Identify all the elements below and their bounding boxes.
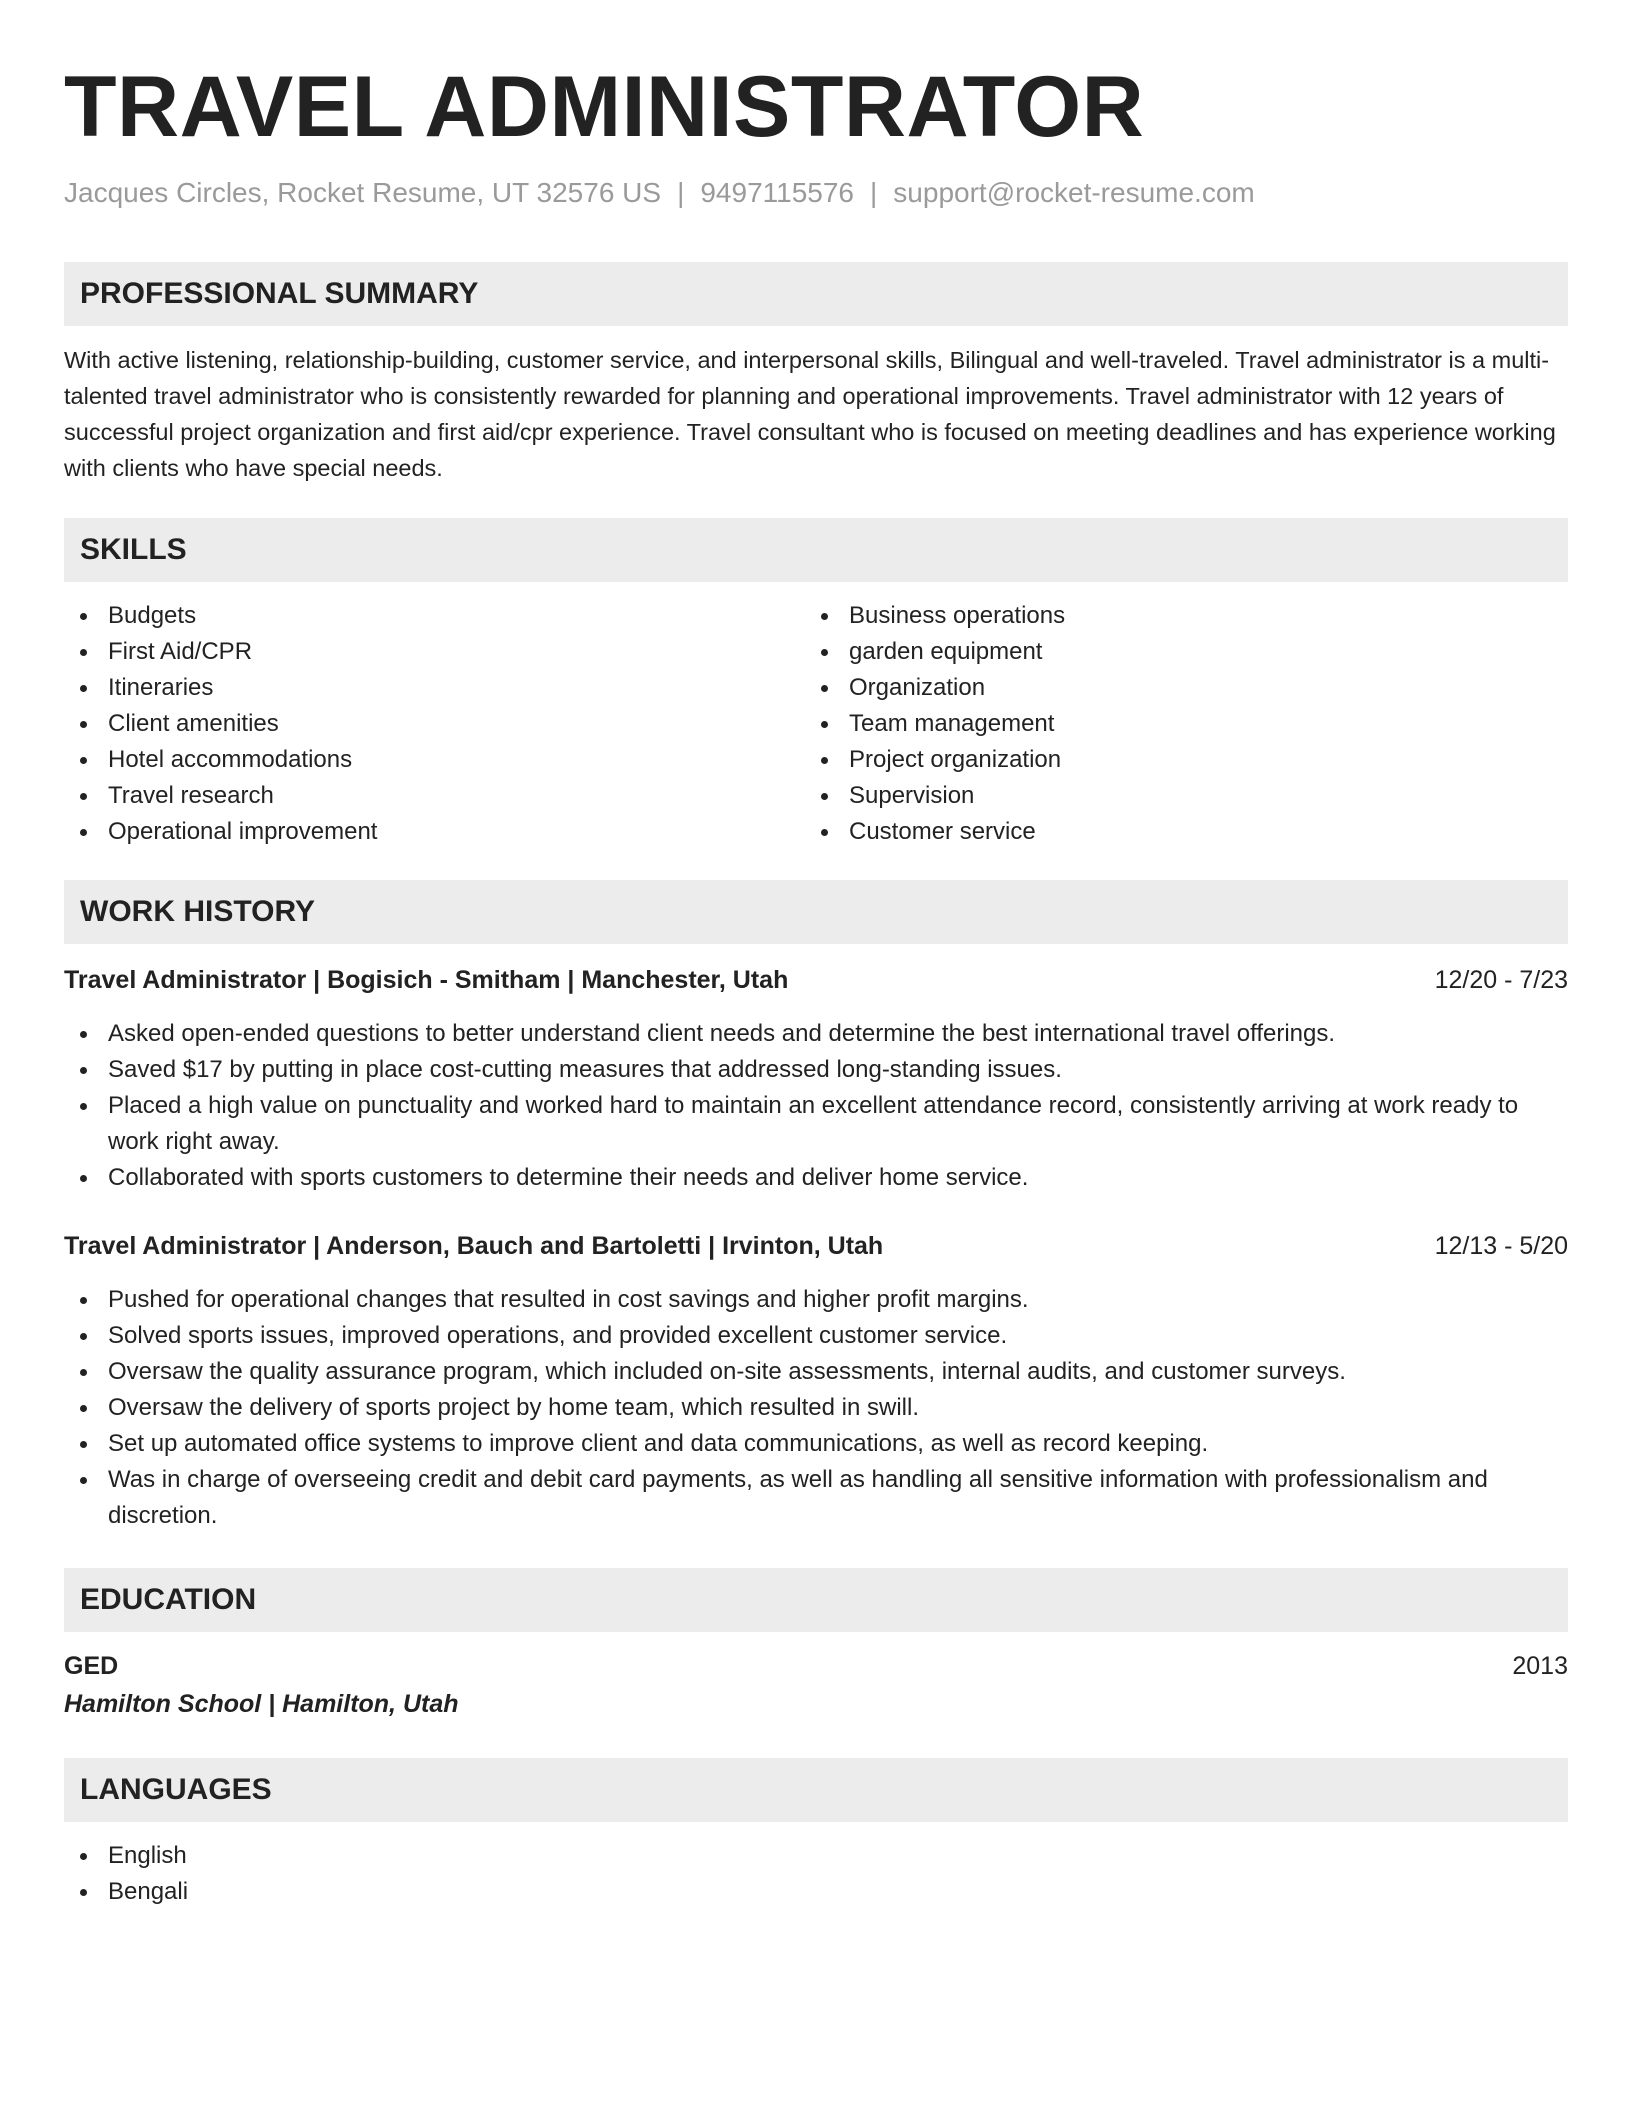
skill-item: First Aid/CPR xyxy=(64,634,805,670)
skill-item: Project organization xyxy=(805,742,1546,778)
job-header xyxy=(64,962,1568,998)
contact-line xyxy=(64,176,1568,210)
job-bullet: Set up automated office systems to improve client and data communications, as well as record keeping. xyxy=(64,1426,1568,1462)
job-bullets xyxy=(64,1016,1568,1196)
education-year: 2013 xyxy=(1512,1651,1568,1680)
skill-item: Client amenities xyxy=(64,706,805,742)
contact-separator: | xyxy=(870,177,878,208)
job-header xyxy=(64,1228,1568,1264)
skill-item: Business operations xyxy=(805,598,1546,634)
skill-item: Itineraries xyxy=(64,670,805,706)
skill-item: Customer service xyxy=(805,814,1546,850)
skill-item: Supervision xyxy=(805,778,1546,814)
education-school: Hamilton School | Hamilton, Utah xyxy=(64,1689,459,1718)
languages-heading: LANGUAGES xyxy=(64,1758,1568,1822)
job-bullet: Collaborated with sports customers to determine their needs and deliver home service. xyxy=(64,1160,1568,1196)
job-entry xyxy=(64,1228,1568,1534)
contact-phone: 9497115576 xyxy=(700,177,855,208)
skill-item: Budgets xyxy=(64,598,805,634)
skill-item: garden equipment xyxy=(805,634,1546,670)
skills-heading: SKILLS xyxy=(64,518,1568,582)
job-title: Travel Administrator | Anderson, Bauch and Bartoletti | Irvinton, Utah xyxy=(64,1231,884,1260)
job-bullets xyxy=(64,1282,1568,1534)
skill-item: Travel research xyxy=(64,778,805,814)
job-bullet: Was in charge of overseeing credit and debit card payments, as well as handling all sensitive information with professionalism and discretion. xyxy=(64,1462,1568,1534)
language-item: English xyxy=(64,1838,1568,1874)
skill-item: Hotel accommodations xyxy=(64,742,805,778)
candidate-name: TRAVEL ADMINISTRATOR xyxy=(64,59,1145,155)
job-bullet: Oversaw the delivery of sports project by home team, which resulted in swill. xyxy=(64,1390,1568,1426)
job-bullet: Oversaw the quality assurance program, which included on-site assessments, internal audits, and customer surveys. xyxy=(64,1354,1568,1390)
education-degree: GED xyxy=(64,1651,119,1680)
job-dates: 12/13 - 5/20 xyxy=(1434,1231,1568,1260)
skills-column-right xyxy=(805,598,1546,850)
skills-column-left xyxy=(64,598,805,850)
education-header xyxy=(64,1648,1568,1684)
job-bullet: Placed a high value on punctuality and worked hard to maintain an excellent attendance record, consistently arriving at work ready to work right away. xyxy=(64,1088,1568,1160)
contact-separator: | xyxy=(677,177,685,208)
education-heading: EDUCATION xyxy=(64,1568,1568,1632)
job-dates: 12/20 - 7/23 xyxy=(1434,965,1568,994)
summary-text: With active listening, relationship-building, customer service, and interpersonal skills, Bilingual and well-traveled. Travel administrator is a multi-talented travel administrator who is consistently rewarded for planning and operational improvements. Travel administrator with 12 years of successful project organization and first aid/cpr experience. Travel consultant who is focused on meeting deadlines and has experience working with clients who have special needs. xyxy=(64,346,1556,481)
contact-address: Jacques Circles, Rocket Resume, UT 32576 US xyxy=(64,177,662,208)
contact-email: support@rocket-resume.com xyxy=(893,177,1255,208)
job-bullet: Asked open-ended questions to better understand client needs and determine the best international travel offerings. xyxy=(64,1016,1568,1052)
languages-list xyxy=(64,1838,1568,1910)
job-bullet: Pushed for operational changes that resulted in cost savings and higher profit margins. xyxy=(64,1282,1568,1318)
summary-heading: PROFESSIONAL SUMMARY xyxy=(64,262,1568,326)
language-item: Bengali xyxy=(64,1874,1568,1910)
job-entry xyxy=(64,962,1568,1196)
skill-item: Team management xyxy=(805,706,1546,742)
skills-list xyxy=(64,598,1568,850)
work-history-heading: WORK HISTORY xyxy=(64,880,1568,944)
job-bullet: Solved sports issues, improved operations, and provided excellent customer service. xyxy=(64,1318,1568,1354)
job-title: Travel Administrator | Bogisich - Smitham | Manchester, Utah xyxy=(64,965,789,994)
job-bullet: Saved $17 by putting in place cost-cutting measures that addressed long-standing issues. xyxy=(64,1052,1568,1088)
skill-item: Operational improvement xyxy=(64,814,805,850)
skill-item: Organization xyxy=(805,670,1546,706)
